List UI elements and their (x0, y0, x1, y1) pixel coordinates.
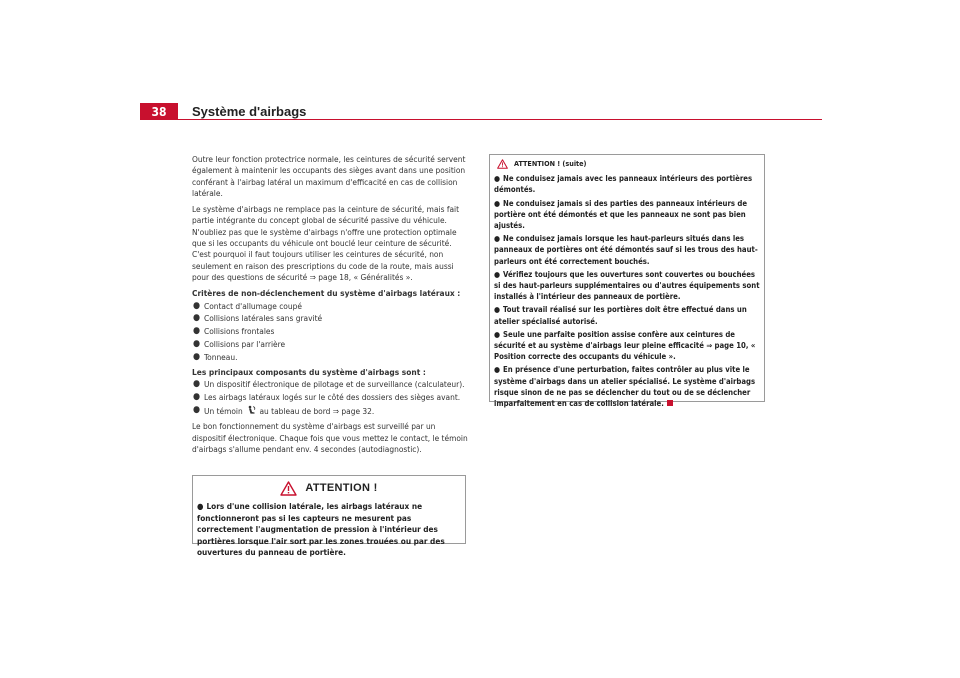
warning-item: ● Vérifiez toujours que les ouvertures sont couvertes ou bouchées si des haut-parleurs supplémentaires ou d'autres équipements sont installés à l'intérieur des panneaux de portière. (494, 269, 760, 302)
belt-paragraph-text: Le système d'airbags ne remplace pas la ceinture de sécurité, mais fait partie intégrante du concept global de sécurité passive du véhicule. N'oubliez pas que le système d'airbags n'offre une protection optimale que si les occupants du véhicule ont bouclé leur ceinture de sécurité. C'est pourquoi il faut toujours utiliser les ceintures de sécurité, non seulement en raison des prescriptions du code de la route, mais aussi pour des questions de sécurité (192, 204, 460, 282)
bullet-icon: ● (193, 351, 201, 362)
bullet-icon: ● (494, 305, 501, 315)
criteria-heading: Critères de non-déclenchement du système d'airbags latéraux : (192, 288, 461, 299)
warning-item: ● En présence d'une perturbation, faites contrôler au plus vite le système d'airbags dans un atelier spécialisé. Le système d'airbags risque sinon de ne pas se déclencher du tout ou de se déclencher imparfaitement en cas de collision latérale. (494, 365, 756, 409)
header-rule (140, 119, 822, 120)
warning-box (192, 475, 466, 557)
list-item: ● Collisions latérales sans gravité (193, 313, 323, 324)
bullet-icon: ● (193, 313, 201, 324)
bullet-icon: ● (193, 379, 201, 390)
bullet-icon: ● (193, 300, 201, 311)
intro-paragraph: Outre leur fonction protectrice normale, les ceintures de sécurité servent également à maintenir les occupants des sièges avant dans une position conférant à l'airbag latéral un maximum d'efficacité en cas de collision latérale. (192, 154, 466, 198)
warning-triangle-icon (497, 159, 508, 169)
warning-item: ● Ne conduisez jamais avec les panneaux intérieurs des portières démontés. (494, 174, 753, 195)
left-column (192, 154, 468, 460)
section-end-icon (667, 400, 673, 406)
warning-item: ● Lors d'une collision latérale, les airbags latéraux ne fonctionneront pas si les capteurs ne mesurent pas correctement l'augmentation de pression à l'intérieur des portières lorsque l'air sort par les zones trouées ou par des ouvertures du panneau de portière. (197, 501, 445, 557)
bullet-icon: ● (193, 338, 201, 349)
list-item: ● Les airbags latéraux logés sur le côté des dossiers des sièges avant. (193, 392, 461, 403)
list-item: ● Un dispositif électronique de pilotage et de surveillance (calculateur). (193, 379, 465, 390)
warning-item: ● Seule une parfaite position assise confère aux ceintures de sécurité et au système d'airbags leur pleine efficacité ⇒ page 10, « Position correcte des occupants du véhicule ». (494, 329, 756, 362)
bullet-icon: ● (494, 198, 501, 208)
bullet-icon: ● (494, 365, 501, 375)
list-item: ● Collisions par l'arrière (193, 338, 286, 349)
bullet-icon: ● (193, 404, 201, 415)
monitoring-paragraph: Le bon fonctionnement du système d'airbags est surveillé par un dispositif électronique. Chaque fois que vous mettez le contact, le témoin d'airbags s'allume pendant env. 4 secondes (autodiagnostic). (192, 421, 468, 454)
components-heading: Les principaux composants du système d'airbags sont : (192, 367, 426, 378)
bullet-icon: ● (494, 269, 501, 279)
warning-item: ● Ne conduisez jamais lorsque les haut-parleurs situés dans les panneaux de portières ont été démontés sauf si les trous des haut-parleurs ont été correctement bouchés. (494, 234, 758, 266)
page-18-link[interactable]: ⇒ page 18, « Généralités ». (309, 271, 413, 282)
list-item: ● Un témoin au tableau de bord ⇒ page 32. (193, 404, 375, 416)
bullet-icon: ● (494, 329, 501, 339)
bullet-icon: ● (494, 234, 501, 244)
warning-continued-header (494, 158, 760, 169)
bullet-icon: ● (197, 501, 204, 511)
warning-item: ● Tout travail réalisé sur les portières doit être effectué dans un atelier spécialisé autorisé. (494, 305, 747, 326)
bullet-icon: ● (193, 326, 201, 337)
page-title: Système d'airbags (192, 104, 307, 119)
airbag-warning-lamp-icon (246, 405, 256, 415)
warning-continued-box (489, 154, 765, 409)
belt-paragraph (192, 204, 468, 283)
warning-label: ATTENTION ! (305, 481, 378, 494)
bullet-icon: ● (193, 392, 201, 403)
components-list (192, 379, 468, 417)
criteria-list (192, 301, 468, 363)
bullet-icon: ● (494, 174, 501, 184)
warning-item: ● Ne conduisez jamais si des parties des panneaux intérieurs de portière ont été démontés et que les panneaux ne sont pas bien ajustés. (494, 198, 748, 231)
page-number: 38 (140, 103, 178, 120)
warning-header (197, 481, 461, 496)
list-item: ● Tonneau. (193, 351, 238, 362)
list-item: ● Contact d'allumage coupé (193, 300, 302, 311)
warning-triangle-icon (280, 481, 297, 496)
warning-continued-label: ATTENTION ! (suite) (514, 159, 587, 168)
list-item: ● Collisions frontales (193, 326, 275, 337)
